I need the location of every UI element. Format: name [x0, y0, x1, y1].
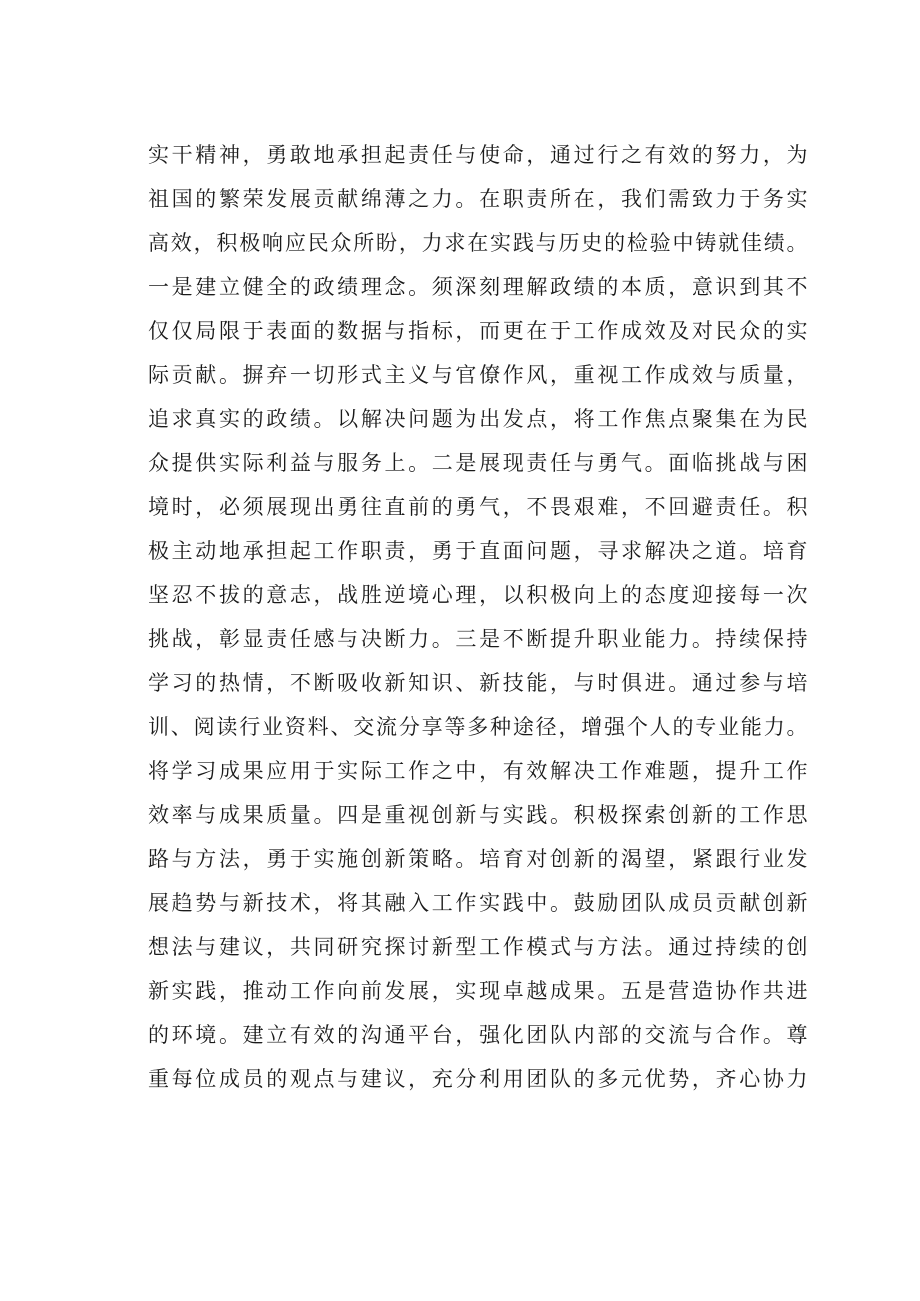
text-line: 效率与成果质量。四是重视创新与实践。积极探索创新的工作思 — [148, 803, 808, 827]
text-line: 挑战，彰显责任感与决断力。三是不断提升职业能力。持续保持 — [148, 627, 808, 651]
text-line: 学习的热情，不断吸收新知识、新技能，与时俱进。通过参与培 — [148, 671, 808, 695]
text-line: 一是建立健全的政绩理念。须深刻理解政绩的本质，意识到其不 — [148, 275, 808, 299]
text-line: 新实践，推动工作向前发展，实现卓越成果。五是营造协作共进 — [148, 979, 808, 1003]
text-line: 祖国的繁荣发展贡献绵薄之力。在职责所在，我们需致力于务实 — [148, 187, 808, 211]
text-line: 训、阅读行业资料、交流分享等多种途径，增强个人的专业能力。 — [148, 715, 808, 739]
text-line: 高效，积极响应民众所盼，力求在实践与历史的检验中铸就佳绩。 — [148, 231, 808, 255]
text-line: 境时，必须展现出勇往直前的勇气，不畏艰难，不回避责任。积 — [148, 495, 808, 519]
text-line: 路与方法，勇于实施创新策略。培育对创新的渴望，紧跟行业发 — [148, 847, 808, 871]
text-line: 追求真实的政绩。以解决问题为出发点，将工作焦点聚集在为民 — [148, 407, 808, 431]
body-text — [148, 133, 808, 1101]
text-line: 的环境。建立有效的沟通平台，强化团队内部的交流与合作。尊 — [148, 1023, 808, 1047]
text-line: 际贡献。摒弃一切形式主义与官僚作风，重视工作成效与质量， — [148, 363, 808, 387]
text-line: 想法与建议，共同研究探讨新型工作模式与方法。通过持续的创 — [148, 935, 808, 959]
text-line: 众提供实际利益与服务上。二是展现责任与勇气。面临挑战与困 — [148, 451, 808, 475]
text-line: 实干精神，勇敢地承担起责任与使命，通过行之有效的努力，为 — [148, 143, 808, 167]
text-line: 仅仅局限于表面的数据与指标，而更在于工作成效及对民众的实 — [148, 319, 808, 343]
text-line: 将学习成果应用于实际工作之中，有效解决工作难题，提升工作 — [148, 759, 808, 783]
text-line: 坚忍不拔的意志，战胜逆境心理，以积极向上的态度迎接每一次 — [148, 583, 808, 607]
text-line: 极主动地承担起工作职责，勇于直面问题，寻求解决之道。培育 — [148, 539, 808, 563]
text-line: 展趋势与新技术，将其融入工作实践中。鼓励团队成员贡献创新 — [148, 891, 808, 915]
text-line: 重每位成员的观点与建议，充分利用团队的多元优势，齐心协力 — [148, 1067, 808, 1091]
